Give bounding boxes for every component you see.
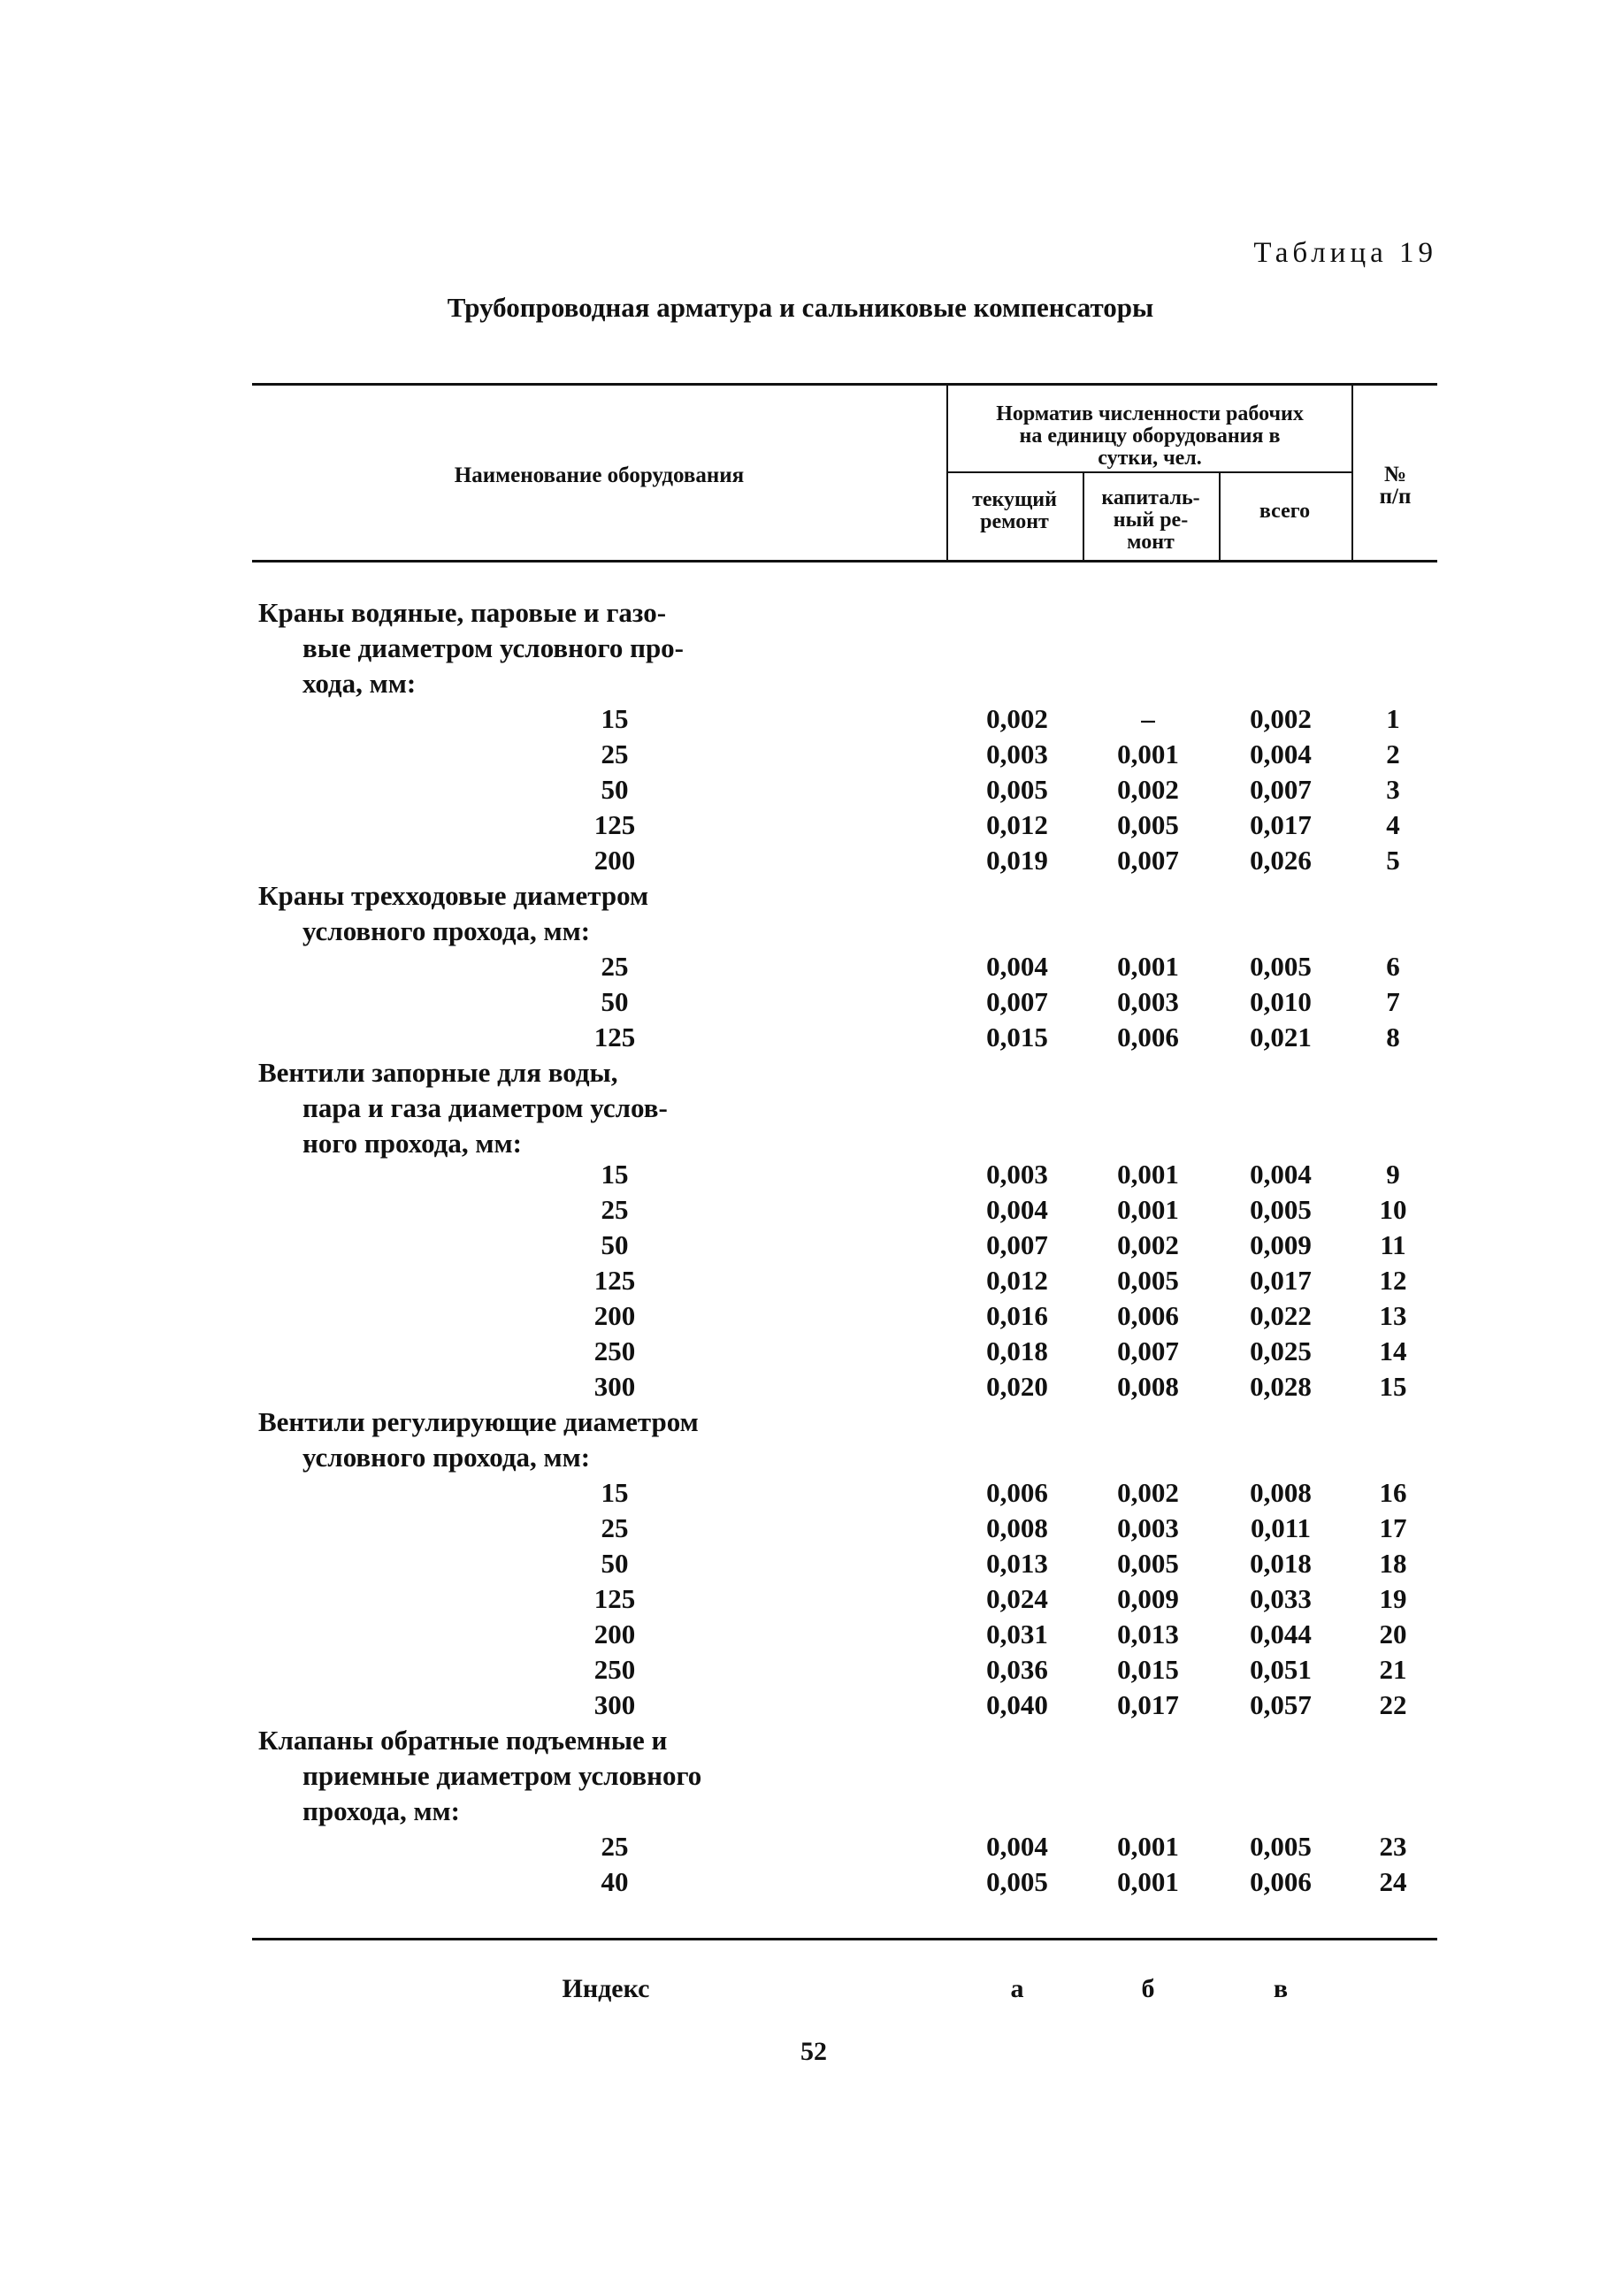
- table-row: [0, 1300, 1600, 1336]
- current-repair-cell: 0,019: [986, 845, 1048, 876]
- total-cell: 0,028: [1250, 1371, 1312, 1402]
- current-repair-cell: 0,002: [986, 703, 1048, 734]
- table-row: [0, 1477, 1600, 1512]
- group-heading-row: [0, 1795, 1600, 1831]
- total-cell: 0,044: [1250, 1619, 1312, 1649]
- group-heading: Краны водяные, паровые и газо-: [258, 597, 667, 628]
- current-repair-cell: 0,003: [986, 1159, 1048, 1190]
- total-cell: 0,010: [1250, 986, 1312, 1017]
- group-heading: Клапаны обратные подъемные и: [258, 1725, 668, 1756]
- current-repair-cell: 0,006: [986, 1477, 1048, 1508]
- capital-repair-cell: 0,005: [1117, 1265, 1179, 1296]
- header-sub-rule: [946, 471, 1351, 473]
- page-number: 52: [800, 2037, 827, 2066]
- group-heading: приемные диаметром условного: [302, 1760, 702, 1791]
- total-cell: 0,007: [1250, 774, 1312, 805]
- current-repair-cell: 0,007: [986, 1229, 1048, 1260]
- header-bottom-rule: [252, 560, 1437, 563]
- group-heading: условного прохода, мм:: [302, 915, 591, 946]
- total-cell: 0,004: [1250, 1159, 1312, 1190]
- diameter-cell: 15: [601, 1159, 629, 1190]
- row-number-cell: 21: [1379, 1654, 1407, 1685]
- table-title: Трубопроводная арматура и сальниковые компенсаторы: [447, 292, 1154, 323]
- table-row: [0, 1548, 1600, 1583]
- row-number-cell: 17: [1379, 1512, 1407, 1543]
- capital-repair-cell: 0,005: [1117, 1548, 1179, 1579]
- table-row: [0, 1866, 1600, 1902]
- current-repair-cell: 0,004: [986, 1831, 1048, 1862]
- total-cell: 0,017: [1250, 809, 1312, 840]
- capital-repair-cell: 0,001: [1117, 951, 1179, 982]
- table-row: [0, 1265, 1600, 1300]
- row-number-cell: 15: [1379, 1371, 1407, 1402]
- diameter-cell: 25: [601, 1512, 629, 1543]
- current-repair-cell: 0,004: [986, 951, 1048, 982]
- group-heading-row: [0, 668, 1600, 703]
- table-row: [0, 1194, 1600, 1229]
- column-header-line: п/п: [1379, 485, 1412, 509]
- row-number-cell: 18: [1379, 1548, 1407, 1579]
- diameter-cell: 50: [601, 1229, 629, 1260]
- group-heading: прохода, мм:: [302, 1795, 460, 1826]
- group-heading-row: [0, 1760, 1600, 1795]
- current-repair-cell: 0,040: [986, 1689, 1048, 1720]
- table-row: [0, 774, 1600, 809]
- current-repair-cell: 0,005: [986, 774, 1048, 805]
- capital-repair-cell: 0,001: [1117, 1831, 1179, 1862]
- capital-repair-cell: 0,007: [1117, 1336, 1179, 1366]
- row-number-cell: 24: [1379, 1866, 1407, 1897]
- total-cell: 0,022: [1250, 1300, 1312, 1331]
- table-row: [0, 1159, 1600, 1194]
- diameter-cell: 125: [593, 1583, 636, 1614]
- diameter-cell: 15: [601, 1477, 629, 1508]
- column-header-norm-line: сутки, чел.: [1098, 447, 1202, 470]
- capital-repair-cell: 0,008: [1117, 1371, 1179, 1402]
- total-cell: 0,005: [1250, 951, 1312, 982]
- current-repair-cell: 0,007: [986, 986, 1048, 1017]
- diameter-cell: 125: [593, 1022, 636, 1052]
- diameter-cell: 200: [593, 1300, 636, 1331]
- column-header-norm: [950, 403, 1350, 470]
- table-row: [0, 703, 1600, 739]
- table-row: [0, 1371, 1600, 1406]
- column-header-number: [1353, 463, 1437, 508]
- row-number-cell: 22: [1379, 1689, 1407, 1720]
- total-cell: 0,008: [1250, 1477, 1312, 1508]
- table-row: [0, 845, 1600, 880]
- diameter-cell: 125: [593, 1265, 636, 1296]
- diameter-cell: 250: [593, 1336, 636, 1366]
- diameter-cell: 300: [593, 1689, 636, 1720]
- capital-repair-cell: 0,013: [1117, 1619, 1179, 1649]
- total-cell: 0,011: [1250, 1512, 1312, 1543]
- current-repair-cell: 0,008: [986, 1512, 1048, 1543]
- table-row: [0, 1512, 1600, 1548]
- row-number-cell: 7: [1386, 986, 1400, 1017]
- total-cell: 0,051: [1250, 1654, 1312, 1685]
- column-header-line: монт: [1127, 531, 1175, 554]
- capital-repair-cell: 0,002: [1117, 774, 1179, 805]
- total-cell: 0,018: [1250, 1548, 1312, 1579]
- diameter-cell: 50: [601, 986, 629, 1017]
- table-row: [0, 739, 1600, 774]
- index-label: Индекс: [562, 1974, 650, 2003]
- diameter-cell: 25: [601, 739, 629, 769]
- current-repair-cell: 0,012: [986, 1265, 1048, 1296]
- diameter-cell: 15: [601, 703, 629, 734]
- capital-repair-cell: 0,003: [1117, 1512, 1179, 1543]
- current-repair-cell: 0,016: [986, 1300, 1048, 1331]
- total-cell: 0,002: [1250, 703, 1312, 734]
- current-repair-cell: 0,024: [986, 1583, 1048, 1614]
- group-heading: Краны трехходовые диаметром: [258, 880, 649, 911]
- row-number-cell: 19: [1379, 1583, 1407, 1614]
- capital-repair-cell: –: [1141, 703, 1155, 734]
- group-heading-row: [0, 880, 1600, 915]
- diameter-cell: 25: [601, 951, 629, 982]
- row-number-cell: 1: [1386, 703, 1400, 734]
- current-repair-cell: 0,004: [986, 1194, 1048, 1225]
- diameter-cell: 200: [593, 1619, 636, 1649]
- group-heading-row: [0, 1442, 1600, 1477]
- group-heading: вые диаметром условного про-: [302, 632, 685, 663]
- row-number-cell: 13: [1379, 1300, 1407, 1331]
- table-label: Таблица 19: [1253, 237, 1437, 269]
- capital-repair-cell: 0,001: [1117, 1194, 1179, 1225]
- table-row: [0, 1689, 1600, 1725]
- capital-repair-cell: 0,001: [1117, 1159, 1179, 1190]
- row-number-cell: 3: [1386, 774, 1400, 805]
- diameter-cell: 125: [593, 809, 636, 840]
- capital-repair-cell: 0,006: [1117, 1022, 1179, 1052]
- current-repair-cell: 0,003: [986, 739, 1048, 769]
- diameter-cell: 25: [601, 1831, 629, 1862]
- group-heading: ного прохода, мм:: [302, 1128, 522, 1159]
- column-header-line: ный ре-: [1113, 509, 1189, 532]
- index-v: в: [1273, 1974, 1289, 2003]
- capital-repair-cell: 0,002: [1117, 1477, 1179, 1508]
- group-heading-row: [0, 915, 1600, 951]
- current-repair-cell: 0,036: [986, 1654, 1048, 1685]
- table-row: [0, 1336, 1600, 1371]
- column-header-capital-repair: [1084, 487, 1217, 554]
- index-b: б: [1141, 1974, 1155, 2003]
- current-repair-cell: 0,031: [986, 1619, 1048, 1649]
- row-number-cell: 8: [1386, 1022, 1400, 1052]
- group-heading: условного прохода, мм:: [302, 1442, 591, 1473]
- diameter-cell: 200: [593, 845, 636, 876]
- group-heading-row: [0, 597, 1600, 632]
- capital-repair-cell: 0,001: [1117, 739, 1179, 769]
- row-number-cell: 6: [1386, 951, 1400, 982]
- table-row: [0, 1583, 1600, 1619]
- row-number-cell: 20: [1379, 1619, 1407, 1649]
- table-row: [0, 951, 1600, 986]
- column-header-line: ремонт: [980, 510, 1049, 533]
- total-cell: 0,009: [1250, 1229, 1312, 1260]
- column-header-name: Наименование оборудования: [454, 463, 745, 487]
- table-row: [0, 1229, 1600, 1265]
- column-header-line: №: [1383, 463, 1407, 486]
- header-top-rule: [252, 383, 1437, 386]
- row-number-cell: 23: [1379, 1831, 1407, 1862]
- current-repair-cell: 0,020: [986, 1371, 1048, 1402]
- diameter-cell: 50: [601, 1548, 629, 1579]
- total-cell: 0,025: [1250, 1336, 1312, 1366]
- capital-repair-cell: 0,003: [1117, 986, 1179, 1017]
- table-row: [0, 986, 1600, 1022]
- capital-repair-cell: 0,007: [1117, 845, 1179, 876]
- capital-repair-cell: 0,006: [1117, 1300, 1179, 1331]
- group-heading: Вентили регулирующие диаметром: [258, 1406, 699, 1437]
- row-number-cell: 4: [1386, 809, 1400, 840]
- total-cell: 0,005: [1250, 1831, 1312, 1862]
- group-heading-row: [0, 1406, 1600, 1442]
- current-repair-cell: 0,015: [986, 1022, 1048, 1052]
- row-number-cell: 9: [1386, 1159, 1400, 1190]
- total-cell: 0,004: [1250, 739, 1312, 769]
- index-a: а: [1010, 1974, 1024, 2003]
- group-heading-row: [0, 1128, 1600, 1163]
- table-row: [0, 809, 1600, 845]
- row-number-cell: 12: [1379, 1265, 1407, 1296]
- capital-repair-cell: 0,002: [1117, 1229, 1179, 1260]
- total-cell: 0,057: [1250, 1689, 1312, 1720]
- table-row: [0, 1619, 1600, 1654]
- group-heading: хода, мм:: [302, 668, 417, 699]
- table-bottom-rule: [252, 1938, 1437, 1940]
- column-header-line: капиталь-: [1101, 486, 1200, 509]
- row-number-cell: 10: [1379, 1194, 1407, 1225]
- group-heading: пара и газа диаметром услов-: [302, 1092, 668, 1123]
- row-number-cell: 5: [1386, 845, 1400, 876]
- group-heading: Вентили запорные для воды,: [258, 1057, 618, 1088]
- diameter-cell: 250: [593, 1654, 636, 1685]
- current-repair-cell: 0,018: [986, 1336, 1048, 1366]
- index-row: [0, 1974, 1600, 2009]
- total-cell: 0,033: [1250, 1583, 1312, 1614]
- capital-repair-cell: 0,015: [1117, 1654, 1179, 1685]
- current-repair-cell: 0,012: [986, 809, 1048, 840]
- total-cell: 0,006: [1250, 1866, 1312, 1897]
- column-header-norm-line: Норматив численности рабочих: [996, 402, 1304, 425]
- total-cell: 0,026: [1250, 845, 1312, 876]
- column-header-total: всего: [1259, 500, 1311, 523]
- capital-repair-cell: 0,005: [1117, 809, 1179, 840]
- current-repair-cell: 0,013: [986, 1548, 1048, 1579]
- total-cell: 0,005: [1250, 1194, 1312, 1225]
- group-heading-row: [0, 1725, 1600, 1760]
- row-number-cell: 16: [1379, 1477, 1407, 1508]
- row-number-cell: 2: [1386, 739, 1400, 769]
- total-cell: 0,017: [1250, 1265, 1312, 1296]
- table-row: [0, 1831, 1600, 1866]
- column-header-line: текущий: [972, 488, 1057, 511]
- table-row: [0, 1654, 1600, 1689]
- row-number-cell: 11: [1380, 1229, 1406, 1260]
- total-cell: 0,021: [1250, 1022, 1312, 1052]
- table-row: [0, 1022, 1600, 1057]
- capital-repair-cell: 0,009: [1117, 1583, 1179, 1614]
- diameter-cell: 25: [601, 1194, 629, 1225]
- diameter-cell: 40: [601, 1866, 629, 1897]
- diameter-cell: 50: [601, 774, 629, 805]
- diameter-cell: 300: [593, 1371, 636, 1402]
- group-heading-row: [0, 1057, 1600, 1092]
- current-repair-cell: 0,005: [986, 1866, 1048, 1897]
- capital-repair-cell: 0,001: [1117, 1866, 1179, 1897]
- group-heading-row: [0, 1092, 1600, 1128]
- capital-repair-cell: 0,017: [1117, 1689, 1179, 1720]
- column-header-norm-line: на единицу оборудования в: [1019, 425, 1281, 448]
- group-heading-row: [0, 632, 1600, 668]
- row-number-cell: 14: [1379, 1336, 1407, 1366]
- column-header-current-repair: [948, 489, 1081, 533]
